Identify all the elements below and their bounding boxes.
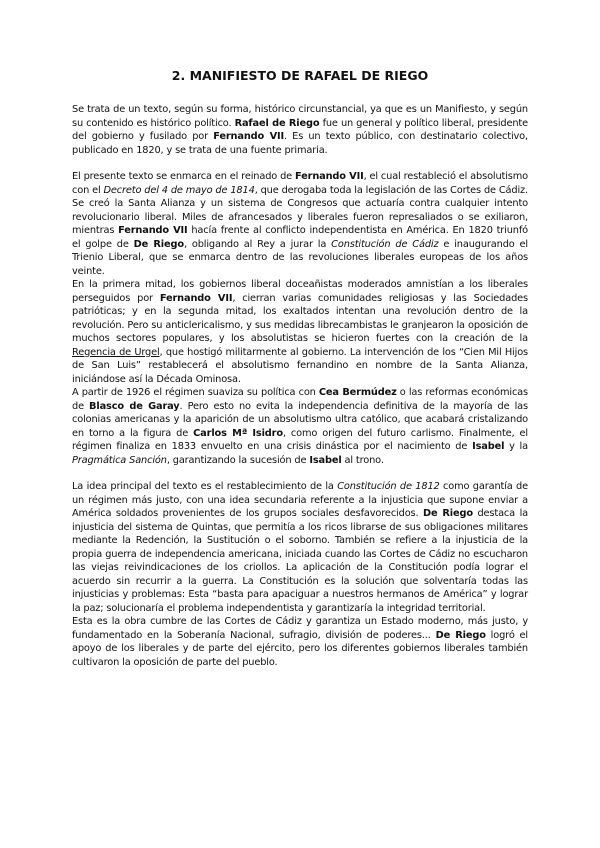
text-run: La idea principal del texto es el restablecimiento de la (72, 481, 338, 492)
underlined-text: Regencia de Urgel (72, 346, 160, 358)
bold-text: Isabel (309, 454, 342, 466)
text-run: , cierran varias comunidades religiosas y las Sociedades patrióticas; y en la segunda mitad, los exaltados intentan una revolución dentro de la revolución. Pero su anticlericalismo, y sus medidas librecambistas le granjearon la oposición de muchos sectores populares, y los absolutistas se hicieron fuertes con la creación de la (72, 292, 528, 344)
italic-text: Decreto del 4 de mayo de 1814 (103, 184, 255, 196)
paragraph-2 (72, 170, 528, 278)
bold-text: Cea Bermúdez (318, 387, 397, 398)
bold-text: Carlos Mª Isidro (193, 427, 283, 439)
text-run: , como origen del futuro carlismo. Finalmente, el régimen finaliza en 1833 envuelto en una crisis dinástica por el nacimiento de (72, 427, 528, 452)
italic-text: Constitución de 1812 (337, 481, 440, 492)
italic-text: Pragmática Sanción (72, 454, 167, 466)
text-run: Se trata de un texto, según su forma, histórico circunstancial, ya que es un Manifiesto, y según su contenido es histórico político. (72, 104, 528, 129)
text-run: hacía frente al conflicto independentista en América. En 1820 triunfó el golpe de (72, 225, 528, 250)
bold-text: De Riego (423, 508, 473, 519)
paragraph-3 (72, 278, 528, 386)
paragraph-4 (72, 386, 528, 467)
text-run: fue un general y político liberal, presidente del gobierno y fusilado por (72, 117, 528, 142)
text-run: y la (504, 441, 528, 452)
bold-text: De Riego (133, 238, 184, 250)
bold-text: Rafael de Riego (234, 117, 320, 129)
text-run: A partir de 1926 el régimen suaviza su política con (72, 387, 319, 398)
text-run: como garantía de un régimen más justo, con una idea secundaria referente a la injusticia que supone enviar a América soldados provenientes de los grupos sociales desfavorecidos. (72, 481, 528, 519)
text-run: destaca la injusticia del sistema de Quintas, que permitía a los ricos librarse de sus obligaciones militares mediante la Redención, la Sustitución o el soborno. También se refiere a la injusticia de la propia guerra de independencia americana, iniciada cuando las Cortes de Cádiz no escucharon las viejas reivindicaciones de los criollos. La aplicación de la Constitución podía lograr el acuerdo sin recurrir a la guerra. La Constitución es la solución que solventaría todas las injusticias y problemas: Esta “basta para apaciguar a nuestros hermanos de América” y lograr la paz; solucionaría el problema independentista y garantizaría la integridad territorial. (72, 508, 529, 614)
text-run: Esta es la obra cumbre de las Cortes de Cádiz y garantiza un Estado moderno, más justo, y fundamentado en la Soberanía Nacional, sufragio, división de poderes... (72, 616, 528, 641)
paragraph-5 (72, 480, 528, 615)
bold-text: De Riego (435, 629, 486, 641)
text-run: . Pero esto no evita la independencia definitiva de la mayoría de las colonias americanas y la aparición de un absolutismo ultra católico, que acabará cristalizando en torno a la figura de (72, 400, 528, 439)
text-run: logró el apoyo de los liberales y de parte del ejército, pero los diferentes gobiernos liberales también cultivaron la oposición de parte del pueblo. (72, 629, 528, 668)
document-title: 2. MANIFIESTO DE RAFAEL DE RIEGO (171, 68, 429, 83)
bold-text: Blasco de Garay (89, 400, 180, 412)
paragraph-6 (72, 615, 528, 669)
paragraph-1 (72, 103, 528, 157)
text-run: En la primera mitad, los gobiernos liberal doceañistas moderados amnistían a los liberales perseguidos por (72, 279, 528, 304)
bold-text: Fernando VII (295, 171, 364, 182)
text-run: e inaugurando el Trienio Liberal, que se enmarca dentro de las revoluciones liberales europeas de los años veinte. (72, 238, 529, 277)
bold-text: Fernando VII (118, 225, 188, 236)
text-run: , garantizando la sucesión de (166, 454, 310, 466)
italic-text: Constitución de Cádiz (331, 238, 439, 250)
bold-text: Fernando VII (213, 131, 285, 142)
text-run: , obligando al Rey a jurar la (183, 238, 332, 250)
text-run: , que derogaba toda la legislación de las Cortes de Cádiz. Se creó la Santa Alianza y un sistema de Congresos que actuaría contra cualquier intento revolucionario liberal. Miles de afrancesados y liberales fueron represaliados o se exiliaron, mientras (72, 184, 529, 236)
bold-text: Fernando VII (159, 292, 233, 304)
text-run: , el cual restableció el absolutismo con el (72, 171, 528, 196)
text-run: , que hostigó militarmente al gobierno. La intervención de los “Cien Mil Hijos de San Luis” restablecerá el absolutismo fernandino en nombre de la Santa Alianza, iniciándose así la Década Ominosa. (72, 346, 528, 385)
text-run: El presente texto se enmarca en el reinado de (72, 171, 295, 182)
text-run: al trono. (341, 454, 384, 466)
text-run: o las reformas económicas de (72, 387, 528, 412)
bold-text: Isabel (472, 441, 505, 452)
text-run: . Es un texto público, con destinatario colectivo, publicado en 1820, y se trata de una fuente primaria. (72, 131, 528, 156)
